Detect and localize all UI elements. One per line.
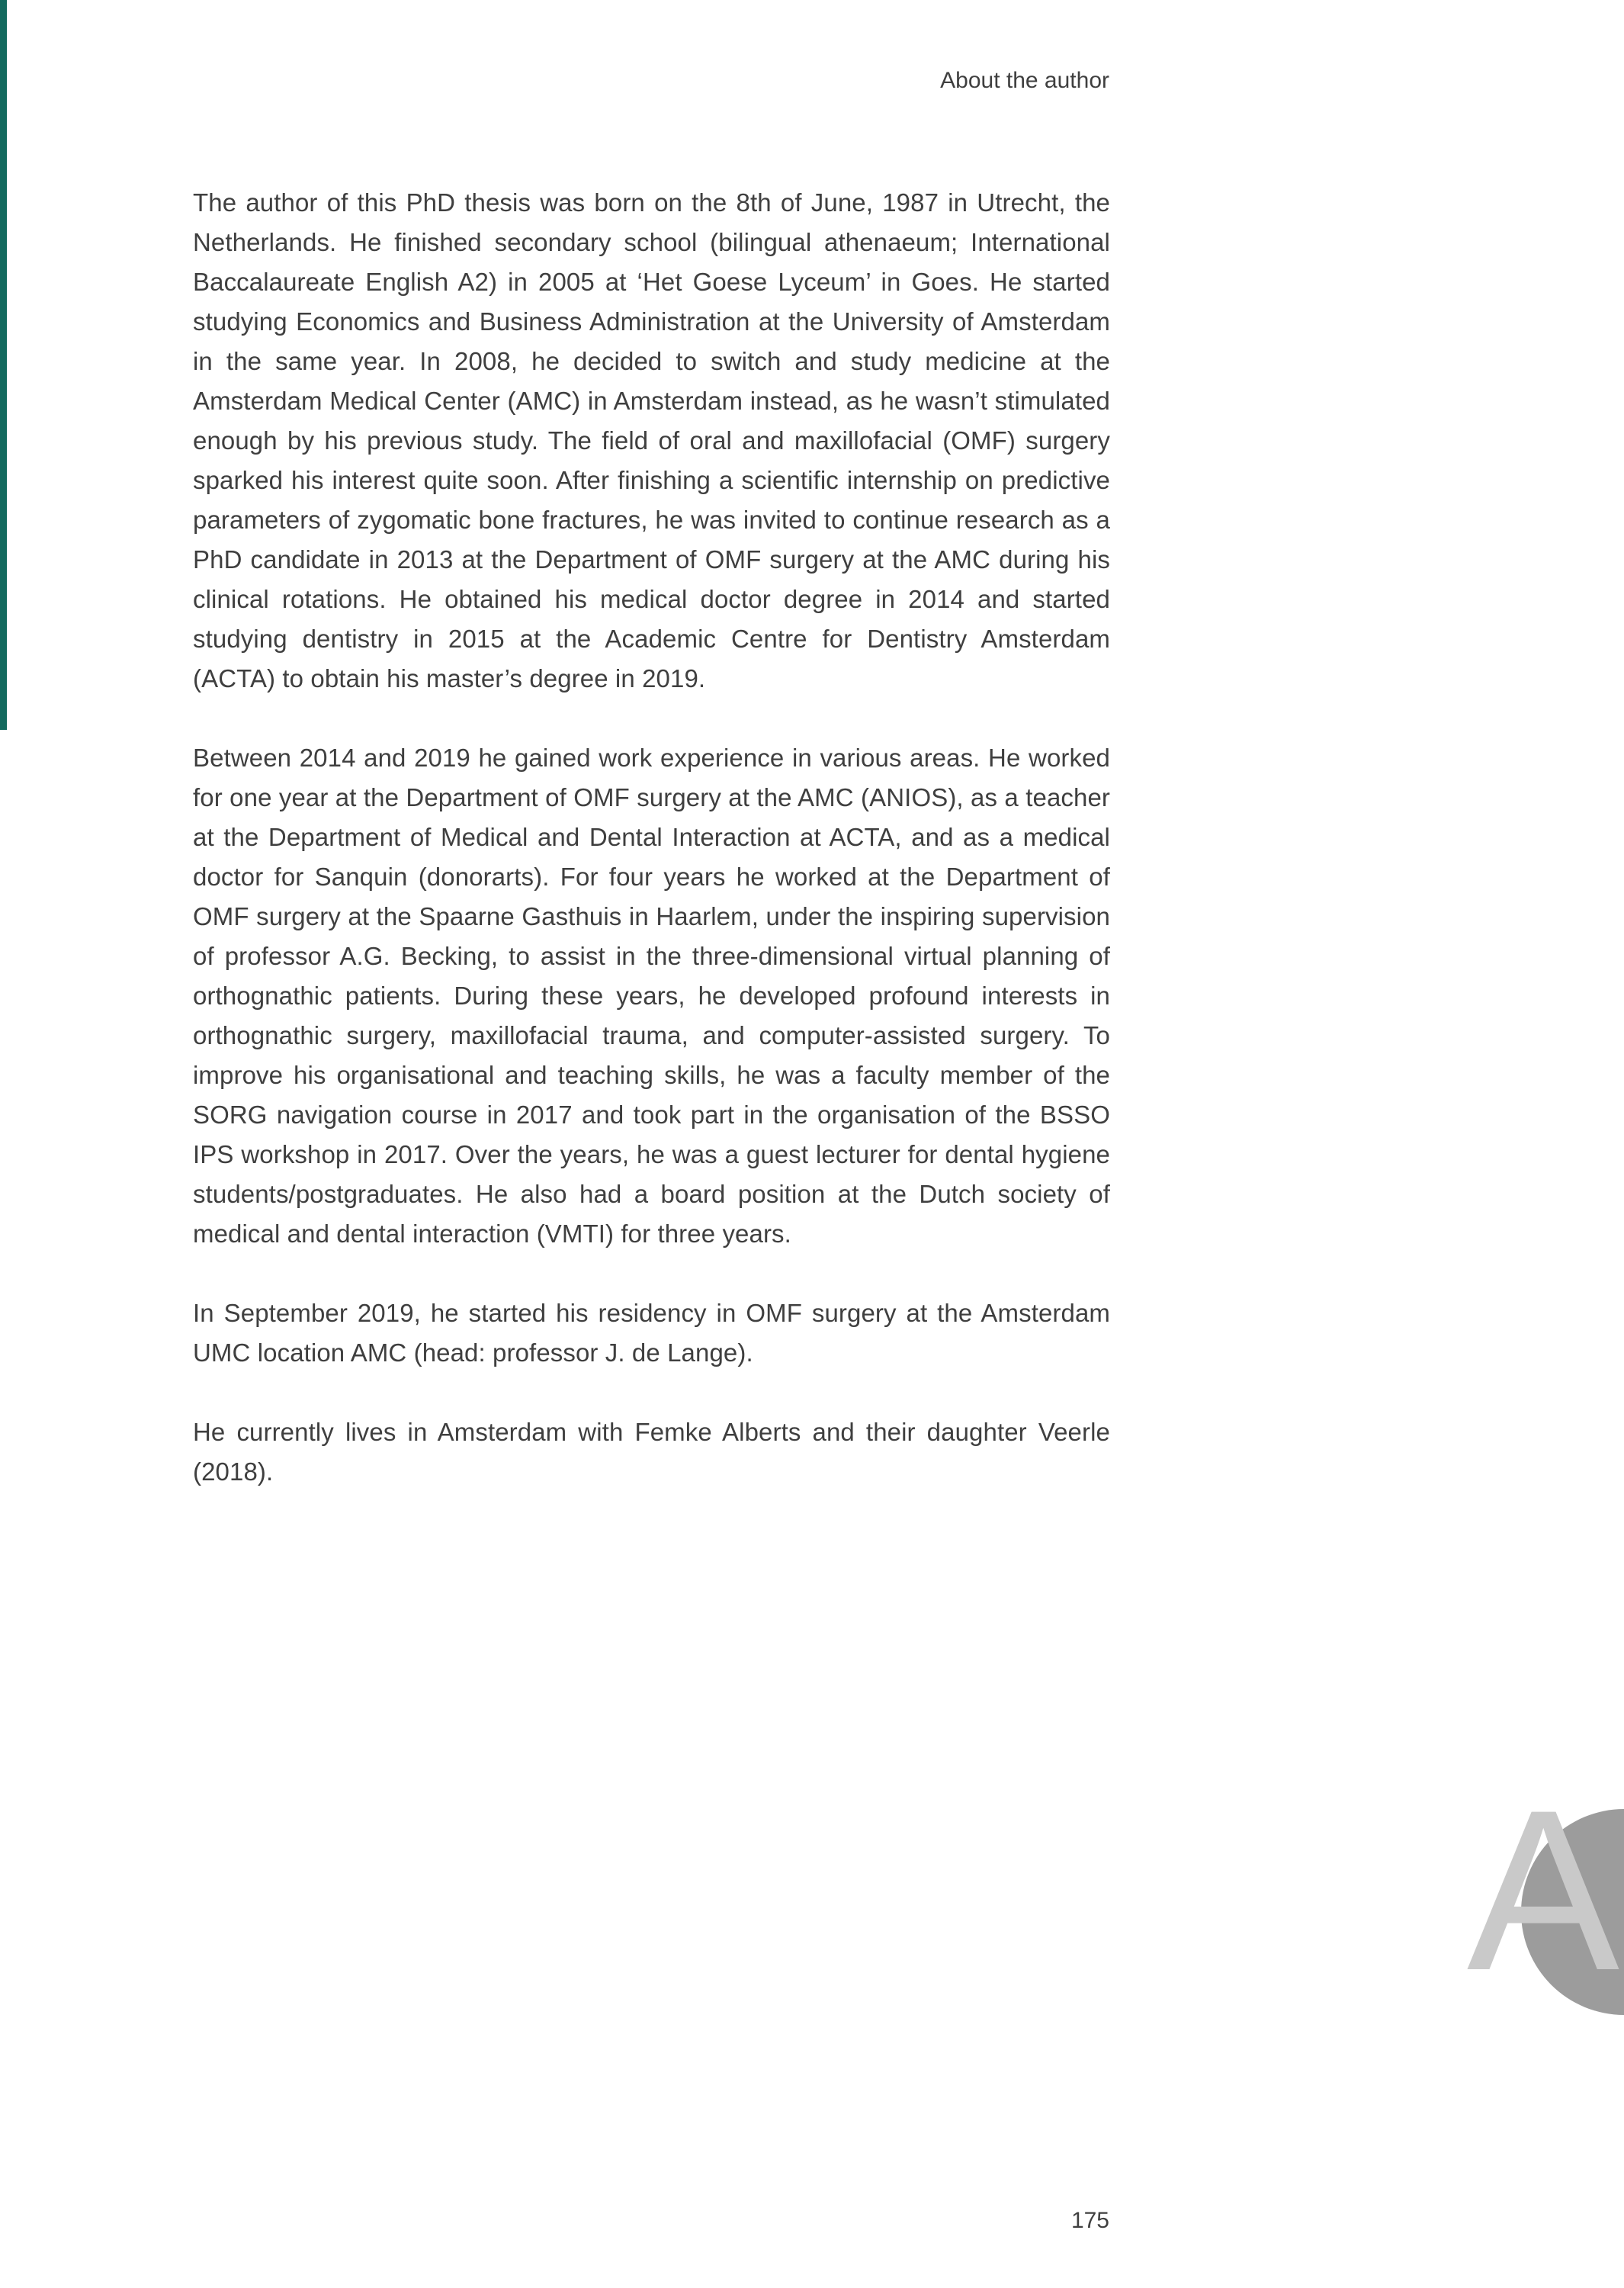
paragraph-work-experience: Between 2014 and 2019 he gained work experience in various areas. He worked for one year at the Department of OMF surgery at the AMC (ANIOS), as a teacher at the Department of Medical and Dental Interaction at ACTA, and as a medical doctor for Sanquin (donorarts). For four years he worked at the Department of OMF surgery at the Spaarne Gasthuis in Haarlem, under the inspiring supervision of professor A.G. Becking, to assist in the three-dimensional virtual planning of orthognathic patients. During these years, he developed profound interests in orthognathic surgery, maxillofacial trauma, and computer-assisted surgery. To improve his organisational and teaching skills, he was a faculty member of the SORG navigation course in 2017 and took part in the organisation of the BSSO IPS workshop in 2017. Over the years, he was a guest lecturer for dental hygiene students/postgraduates. He also had a board position at the Dutch society of medical and dental interaction (VMTI) for three years. (193, 744, 1110, 1248)
page-number: 175 (1070, 2208, 1109, 2233)
left-accent-bar (0, 0, 7, 730)
paragraph-biography: The author of this PhD thesis was born on the 8th of June, 1987 in Utrecht, the Netherlands. He finished secondary school (bilingual athenaeum; International Baccalaureate English A2) in 2005 at ‘Het Goese Lyceum’ in Goes. He started studying Economics and Business Administration at the University of Amsterdam in the same year. In 2008, he decided to switch and study medicine at the Amsterdam Medical Center (AMC) in Amsterdam instead, as he wasn’t stimulated enough by his previous study. The field of oral and maxillofacial (OMF) surgery sparked his interest quite soon. After finishing a scientific internship on predictive parameters of zygomatic bone fractures, he was invited to continue research as a PhD candidate in 2013 at the Department of OMF surgery at the AMC during his clinical rotations. He obtained his medical doctor degree in 2014 and started studying dentistry in 2015 at the Academic Centre for Dentistry Amsterdam (ACTA) to obtain his master’s degree in 2019. (193, 188, 1110, 693)
running-header: About the author (940, 68, 1109, 93)
appendix-letter: A (1466, 1762, 1619, 2018)
body-text (193, 183, 1110, 1531)
paragraph-residency: In September 2019, he started his residency in OMF surgery at the Amsterdam UMC location AMC (head: professor J. de Lange). (193, 1299, 1110, 1367)
appendix-tab (1418, 1762, 1624, 2018)
paragraph-personal: He currently lives in Amsterdam with Femke Alberts and their daughter Veerle (2018). (193, 1418, 1110, 1486)
